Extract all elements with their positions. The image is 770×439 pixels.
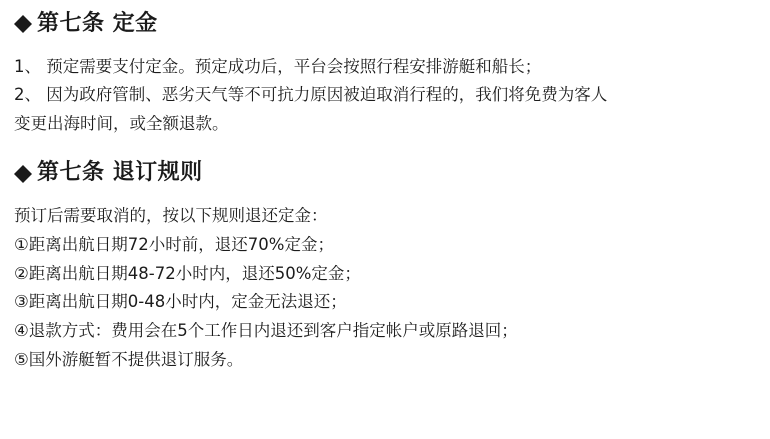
section-cancellation-body: [14, 202, 756, 375]
body-line: ④退款方式：费用会在5个工作日内退还到客户指定帐户或原路退回；: [14, 321, 518, 341]
body-line: 变更出海时间，或全额退款。: [14, 114, 229, 134]
diamond-bullet-icon: [14, 174, 32, 192]
body-line: ③距离出航日期0-48小时内，定金无法退还；: [14, 292, 347, 312]
section-spacer: [14, 139, 756, 159]
body-line: ⑤国外游艇暂不提供退订服务。: [14, 350, 244, 370]
body-line: 2、 因为政府管制、恶劣天气等不可抗力原因被迫取消行程的，我们将免费为客人: [14, 85, 608, 105]
section-deposit-heading: [14, 10, 756, 39]
section-deposit-heading-text: 第七条 定金: [37, 11, 158, 36]
section-deposit: [14, 10, 756, 139]
body-line: 1、 预定需要支付定金。预定成功后，平台会按照行程安排游艇和船长；: [14, 56, 542, 76]
section-cancellation-heading-text: 第七条 退订规则: [37, 160, 203, 186]
section-cancellation-heading: [14, 159, 756, 188]
body-line: 预订后需要取消的，按以下规则退还定金：: [14, 205, 328, 225]
body-line: ②距离出航日期48-72小时内，退还50%定金；: [14, 263, 361, 283]
diamond-bullet-icon: [14, 24, 32, 42]
section-deposit-body: [14, 53, 756, 140]
body-line: ①距离出航日期72小时前，退还70%定金；: [14, 234, 334, 254]
section-cancellation: [14, 159, 756, 375]
